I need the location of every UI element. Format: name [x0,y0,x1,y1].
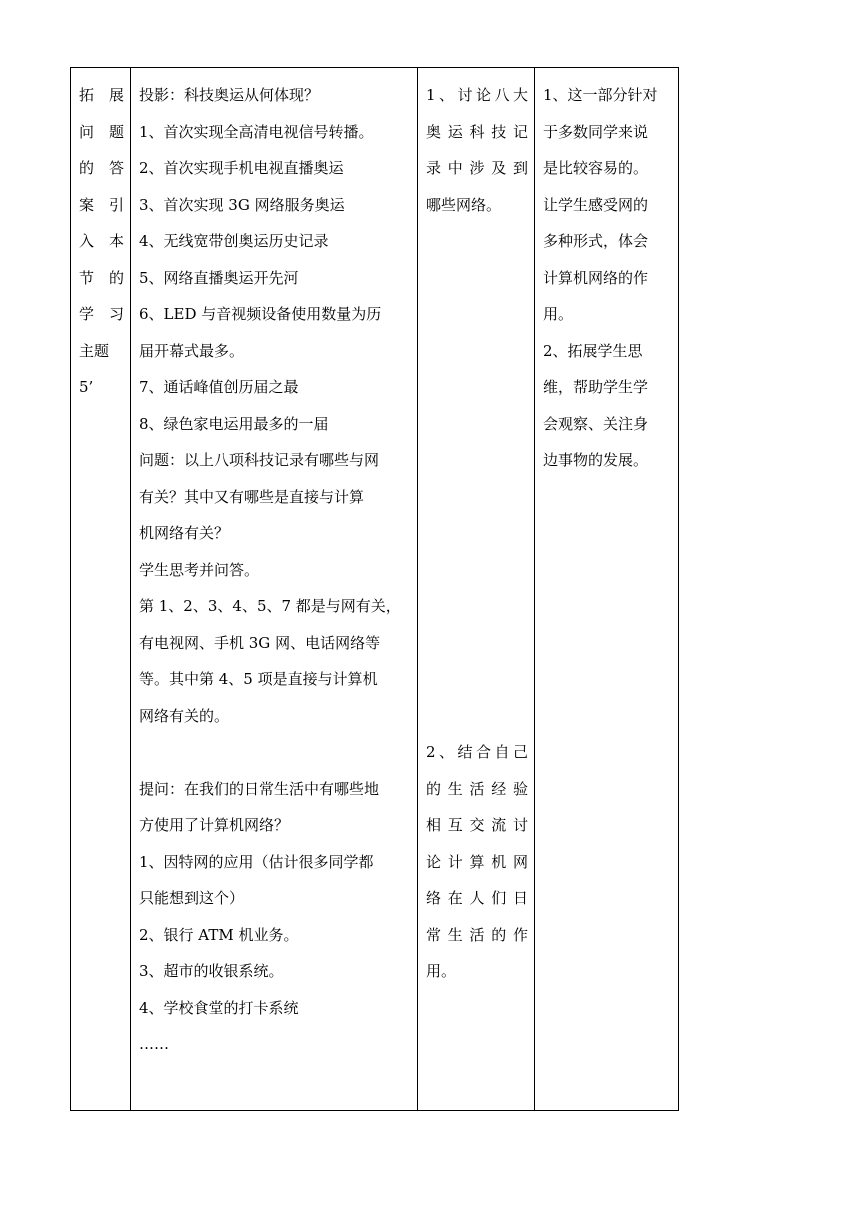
intent-line: 边事物的发展。 [543,451,649,469]
student-line: 的生活经验 [426,779,528,798]
student-line: 录中涉及到 [426,159,528,177]
activity-line: 网络有关的。 [139,706,230,725]
student-activity-cell [418,68,535,1111]
activity-line: 3、首次实现 3G 网络服务奥运 [139,195,345,214]
student-line: 2、结合自己 [426,743,528,761]
stage-line: 案 引 [79,195,125,214]
stage-line: 的 答 [79,159,125,177]
activity-line: 方使用了计算机网络？ [139,816,290,834]
activity-line: 问题：以上八项科技记录有哪些与网 [139,451,380,469]
teacher-activity-cell [131,68,418,1111]
activity-line: 7、通话峰值创历届之最 [139,378,299,396]
stage-line: 主题 [79,341,110,360]
activity-line: 学生思考并问答。 [139,560,260,579]
student-line: 奥运科技记 [426,122,528,141]
stage-line: 节 的 [79,268,125,287]
table-row [71,68,679,1111]
activity-line: 提问：在我们的日常生活中有哪些地 [139,779,380,798]
activity-line: 6、LED 与音视频设备使用数量为历 [139,305,382,323]
stage-line: 拓 展 [79,86,125,104]
activity-line: 只能想到这个） [139,889,245,907]
intent-line: 是比较容易的。 [543,159,649,177]
activity-line: 4、学校食堂的打卡系统 [139,998,299,1017]
stage-cell [71,68,131,1111]
spacer [139,734,413,771]
activity-line: 有电视网、手机 3G 网、电话网络等 [139,633,381,652]
student-line: 相互交流讨 [426,816,528,834]
activity-line: …… [139,1035,169,1053]
student-line: 常生活的作 [426,925,528,944]
student-line: 用。 [426,962,457,980]
intent-line: 用。 [543,305,574,323]
activity-line: 2、首次实现手机电视直播奥运 [139,159,344,177]
stage-line: 学 习 [79,305,125,323]
intent-line: 会观察、关注身 [543,414,649,433]
activity-line: 8、绿色家电运用最多的一届 [139,414,329,433]
activity-line: 投影：科技奥运从何体现？ [139,86,320,104]
activity-line: 1、因特网的应用（估计很多同学都 [139,852,374,871]
intent-line: 让学生感受网的 [543,195,649,214]
intent-line: 1、这一部分针对 [543,86,658,104]
intent-line: 维，帮助学生学 [543,378,649,396]
intent-line: 于多数同学来说 [543,122,649,141]
activity-line: 1、首次实现全高清电视信号转播。 [139,122,374,141]
stage-time: 5’ [79,378,94,396]
activity-line: 4、无线宽带创奥运历史记录 [139,232,329,250]
activity-line: 2、银行 ATM 机业务。 [139,925,299,944]
intent-line: 计算机网络的作 [543,268,649,287]
activity-line: 等。其中第 4、5 项是直接与计算机 [139,670,378,688]
design-intent-cell [535,68,679,1111]
student-line: 论计算机网 [426,852,528,871]
student-line: 络在人们日 [426,889,528,907]
intent-line: 2、拓展学生思 [543,341,643,360]
activity-line: 机网络有关？ [139,524,230,542]
spacer [426,223,528,734]
student-line: 哪些网络。 [426,195,502,214]
lesson-plan-table [70,67,679,1111]
intent-line: 多种形式，体会 [543,232,649,250]
activity-line: 有关？其中又有哪些是直接与计算 [139,487,365,506]
activity-line: 第 1、2、3、4、5、7 都是与网有关， [139,597,401,615]
stage-line: 入 本 [79,232,125,250]
stage-line: 问 题 [79,122,125,141]
student-line: 1、讨论八大 [426,86,528,104]
activity-line: 5、网络直播奥运开先河 [139,268,299,287]
activity-line: 3、超市的收银系统。 [139,962,284,980]
activity-line: 届开幕式最多。 [139,341,245,360]
